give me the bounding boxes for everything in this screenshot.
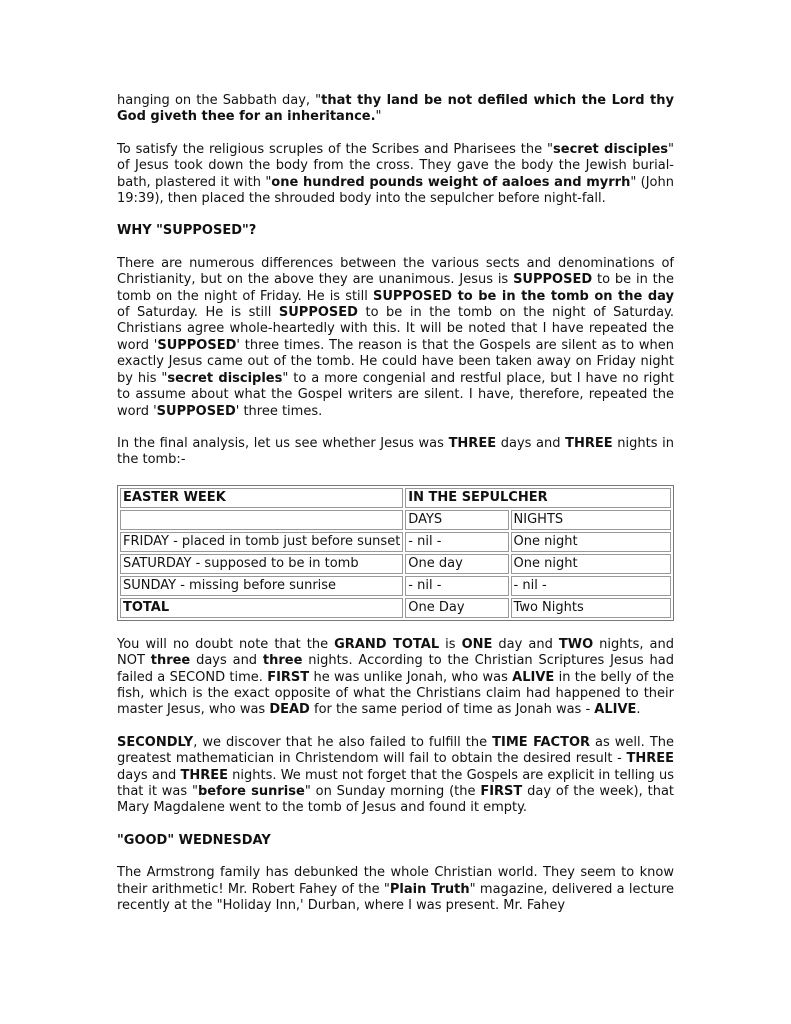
bold-text: SUPPOSED to be in the tomb on the day xyxy=(373,288,675,304)
text: nights in the tomb:- xyxy=(117,435,675,468)
text: nights. We must not forget that the Gospels are explicit in telling us that it was " xyxy=(117,767,674,799)
row-week: SATURDAY - supposed to be in tomb xyxy=(120,554,403,574)
row-days: - nil - xyxy=(405,532,508,552)
bold-text: secret disciples xyxy=(167,370,283,386)
row-week: SUNDAY - missing before sunrise xyxy=(120,576,403,596)
header-easter-week: EASTER WEEK xyxy=(120,488,403,508)
text: , we discover that he also failed to fulfill the xyxy=(193,734,493,750)
paragraph-6 xyxy=(117,735,674,817)
bold-text: ONE xyxy=(461,636,493,652)
paragraph-2 xyxy=(117,142,674,208)
text: to be in the tomb on the night of Saturday. Christians agree whole-heartedly with this. It will be noted that I have repeated the word ' xyxy=(117,305,675,353)
table-header-row xyxy=(120,488,671,508)
subheader-days: DAYS xyxy=(405,510,508,530)
bold-text: SUPPOSED xyxy=(157,337,237,353)
document-page xyxy=(117,93,674,914)
text: " on Sunday morning (the xyxy=(304,783,481,799)
table-subheader-row xyxy=(120,510,671,530)
text: nights. According to the Christian Scriptures Jesus had failed a SECOND time. xyxy=(117,653,674,685)
text: hanging on the Sabbath day, " xyxy=(117,93,322,108)
text: is xyxy=(439,636,462,652)
text: ' three times. The reason is that the Gospels are silent as to when exactly Jesus came out of the tomb. He could have been taken away on Friday night by his " xyxy=(117,337,674,386)
bold-text: FIRST xyxy=(267,669,310,685)
bold-text: GRAND TOTAL xyxy=(334,636,440,652)
bold-text: three xyxy=(262,653,303,669)
text: day of the week), that Mary Magdalene went to the tomb of Jesus and found it empty. xyxy=(117,783,675,816)
bold-text: THREE xyxy=(626,751,674,767)
bold-text: TIME FACTOR xyxy=(492,734,591,750)
bold-text: SUPPOSED xyxy=(156,403,236,419)
row-days: - nil - xyxy=(405,576,508,596)
bold-text: FIRST xyxy=(480,783,523,799)
text: The Armstrong family has debunked the whole Christian world. They seem to know their arithmetic! Mr. Robert Fahey of the " xyxy=(117,865,674,897)
heading-why-supposed: WHY "SUPPOSED"? xyxy=(117,223,257,239)
subheader-nights: NIGHTS xyxy=(511,510,671,530)
heading-good-wednesday: "GOOD" WEDNESDAY xyxy=(117,832,271,848)
bold-text: DEAD xyxy=(269,702,310,718)
text: day and xyxy=(492,636,559,652)
table-row xyxy=(120,532,671,552)
bold-text: THREE xyxy=(448,435,497,451)
bold-text: SECONDLY xyxy=(117,734,194,750)
text: To satisfy the religious scruples of the Scribes and Pharisees the " xyxy=(117,141,554,157)
table-row xyxy=(120,576,671,596)
row-week: TOTAL xyxy=(120,598,403,618)
row-days: One day xyxy=(405,554,508,574)
bold-text: THREE xyxy=(180,767,229,783)
text: . xyxy=(636,702,641,718)
paragraph-3 xyxy=(117,256,674,420)
text: days and xyxy=(117,767,181,783)
bold-text: SUPPOSED xyxy=(513,272,593,288)
text: " xyxy=(375,109,382,125)
sepulcher-table xyxy=(117,485,674,621)
bold-text: ALIVE xyxy=(512,669,555,685)
text: " (John 19:39), then placed the shrouded body into the sepulcher before night-fall. xyxy=(117,174,674,207)
row-days: One Day xyxy=(405,598,508,618)
bold-text: Plain Truth xyxy=(389,881,470,897)
text: days and xyxy=(190,653,263,669)
text: " magazine, delivered a lecture recently at the "Holiday Inn,' Durban, where I was present. Mr. Fahey xyxy=(117,881,675,913)
text: nights, and NOT xyxy=(117,636,675,669)
bold-text: secret disciples xyxy=(553,141,669,157)
text: days and xyxy=(496,435,566,451)
bold-text: TWO xyxy=(558,636,594,652)
text: ' three times. xyxy=(235,403,323,419)
text: There are numerous differences between the various sects and denominations of Christianity, but on the above they are unanimous. Jesus is xyxy=(117,255,674,288)
text: " of Jesus took down the body from the cross. They gave the body the Jewish burial-bath, plastered it with " xyxy=(117,141,674,190)
text: In the final analysis, let us see whether Jesus was xyxy=(117,435,449,451)
text: as well. The greatest mathematician in Christendom will fail to obtain the desired result - xyxy=(117,734,674,767)
bold-text: that thy land be not defiled which the Lord thy God giveth thee for an inheritance. xyxy=(117,93,674,125)
empty-cell xyxy=(120,510,403,530)
row-nights: - nil - xyxy=(511,576,671,596)
text: to be in the tomb on the night of Friday. He is still xyxy=(117,272,674,304)
paragraph-1 xyxy=(117,93,674,126)
bold-text: ALIVE xyxy=(594,702,637,718)
paragraph-7 xyxy=(117,865,674,914)
bold-text: before sunrise xyxy=(197,783,305,799)
row-nights: Two Nights xyxy=(511,598,671,618)
text: in the belly of the fish, which is the exact opposite of what the Christians claim had happened to their master Jesus, who was xyxy=(117,669,674,718)
row-nights: One night xyxy=(511,554,671,574)
text: " to a more congenial and restful place, but I have no right to assume about what the Gospel writers are silent. I have, therefore, repeated the word ' xyxy=(117,370,674,419)
header-in-the-sepulcher: IN THE SEPULCHER xyxy=(405,488,671,508)
row-week: FRIDAY - placed in tomb just before sunset xyxy=(120,532,403,552)
bold-text: THREE xyxy=(565,435,613,451)
text: You will no doubt note that the xyxy=(117,636,335,652)
text: he was unlike Jonah, who was xyxy=(309,669,513,685)
paragraph-5 xyxy=(117,637,674,719)
bold-text: three xyxy=(150,653,191,669)
bold-text: one hundred pounds weight of aaloes and myrrh xyxy=(271,174,631,190)
table-total-row xyxy=(120,598,671,618)
text: of Saturday. He is still xyxy=(117,305,279,321)
row-nights: One night xyxy=(511,532,671,552)
paragraph-4 xyxy=(117,436,674,469)
table-row xyxy=(120,554,671,574)
bold-text: SUPPOSED xyxy=(278,305,358,321)
text: for the same period of time as Jonah was - xyxy=(309,702,595,718)
